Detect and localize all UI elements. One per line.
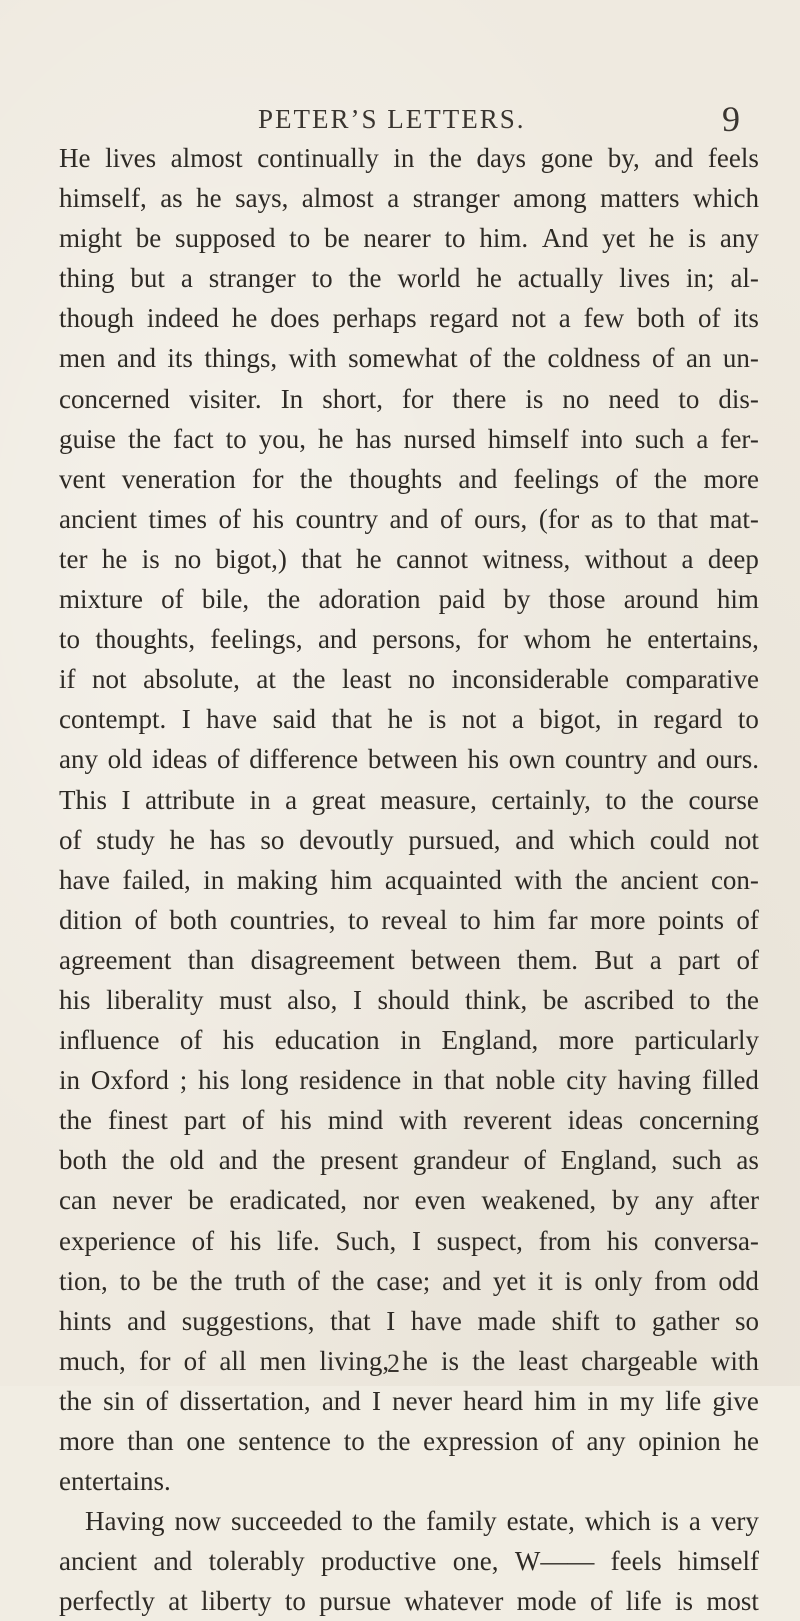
text-line: ancient and tolerably productive one, W—— feels himself [59,1546,759,1577]
running-title: PETER’S LETTERS. [258,104,526,134]
text-line: in Oxford ; his long residence in that noble city having filled [59,1065,759,1096]
text-line: both the old and the present grandeur of England, such as [59,1145,759,1176]
text-line: thing but a stranger to the world he actually lives in; al- [59,263,759,294]
text-line: to thoughts, feelings, and persons, for whom he entertains, [59,624,759,655]
text-line: more than one sentence to the expression of any opinion he [59,1426,759,1456]
text-line: He lives almost continually in the days gone by, and feels [59,143,759,173]
text-line: guise the fact to you, he has nursed himself into such a fer- [59,423,759,454]
text-line: men and its things, with somewhat of the coldness of an un- [59,343,759,374]
text-line: influence of his education in England, more particularly [59,1025,759,1056]
text-line: perfectly at liberty to pursue whatever mode of life is most [59,1586,759,1617]
text-line: concerned visiter. In short, for there is no need to dis- [59,383,759,414]
text-line: mixture of bile, the adoration paid by those around him [59,584,759,615]
text-line: experience of his life. Such, I suspect, from his conversa- [59,1225,759,1256]
text-line: if not absolute, at the least no inconsiderable comparative [59,664,759,695]
text-line: This I attribute in a great measure, certainly, to the course [59,784,759,815]
text-line: Having now succeeded to the family estate, which is a very [85,1506,759,1537]
body-text [59,138,759,1621]
text-line: hints and suggestions, that I have made shift to gather so [59,1305,759,1336]
text-line: might be supposed to be nearer to him. And yet he is any [59,223,759,254]
text-line: have failed, in making him acquainted with the ancient con- [59,864,759,895]
signature-mark: 2 [387,1349,400,1378]
text-line: of study he has so devoutly pursued, and which could not [59,824,759,855]
text-line: himself, as he says, almost a stranger among matters which [59,183,759,214]
text-line: much, for of all men living, he is the least chargeable with [59,1345,759,1376]
text-line: vent veneration for the thoughts and feelings of the more [59,463,759,494]
text-line: the sin of dissertation, and I never heard him in my life give [59,1385,759,1416]
text-line: his liberality must also, I should think, be ascribed to the [59,984,759,1015]
text-line: any old ideas of difference between his own country and ours. [59,744,759,775]
text-line: ter he is no bigot,) that he cannot witness, without a deep [59,543,759,574]
text-line: though indeed he does perhaps regard not a few both of its [59,303,759,334]
text-line: dition of both countries, to reveal to him far more points of [59,904,759,935]
text-line: entertains. [59,1466,171,1497]
text-line: tion, to be the truth of the case; and yet it is only from odd [59,1265,759,1296]
text-line: the finest part of his mind with reverent ideas concerning [59,1105,759,1136]
text-line: ancient times of his country and of ours, (for as to that mat- [59,503,759,534]
text-line: contempt. I have said that he is not a bigot, in regard to [59,704,759,735]
text-line: agreement than disagreement between them. But a part of [59,944,759,975]
text-line: can never be eradicated, nor even weakened, by any after [59,1185,759,1216]
page-number: 9 [722,99,740,139]
